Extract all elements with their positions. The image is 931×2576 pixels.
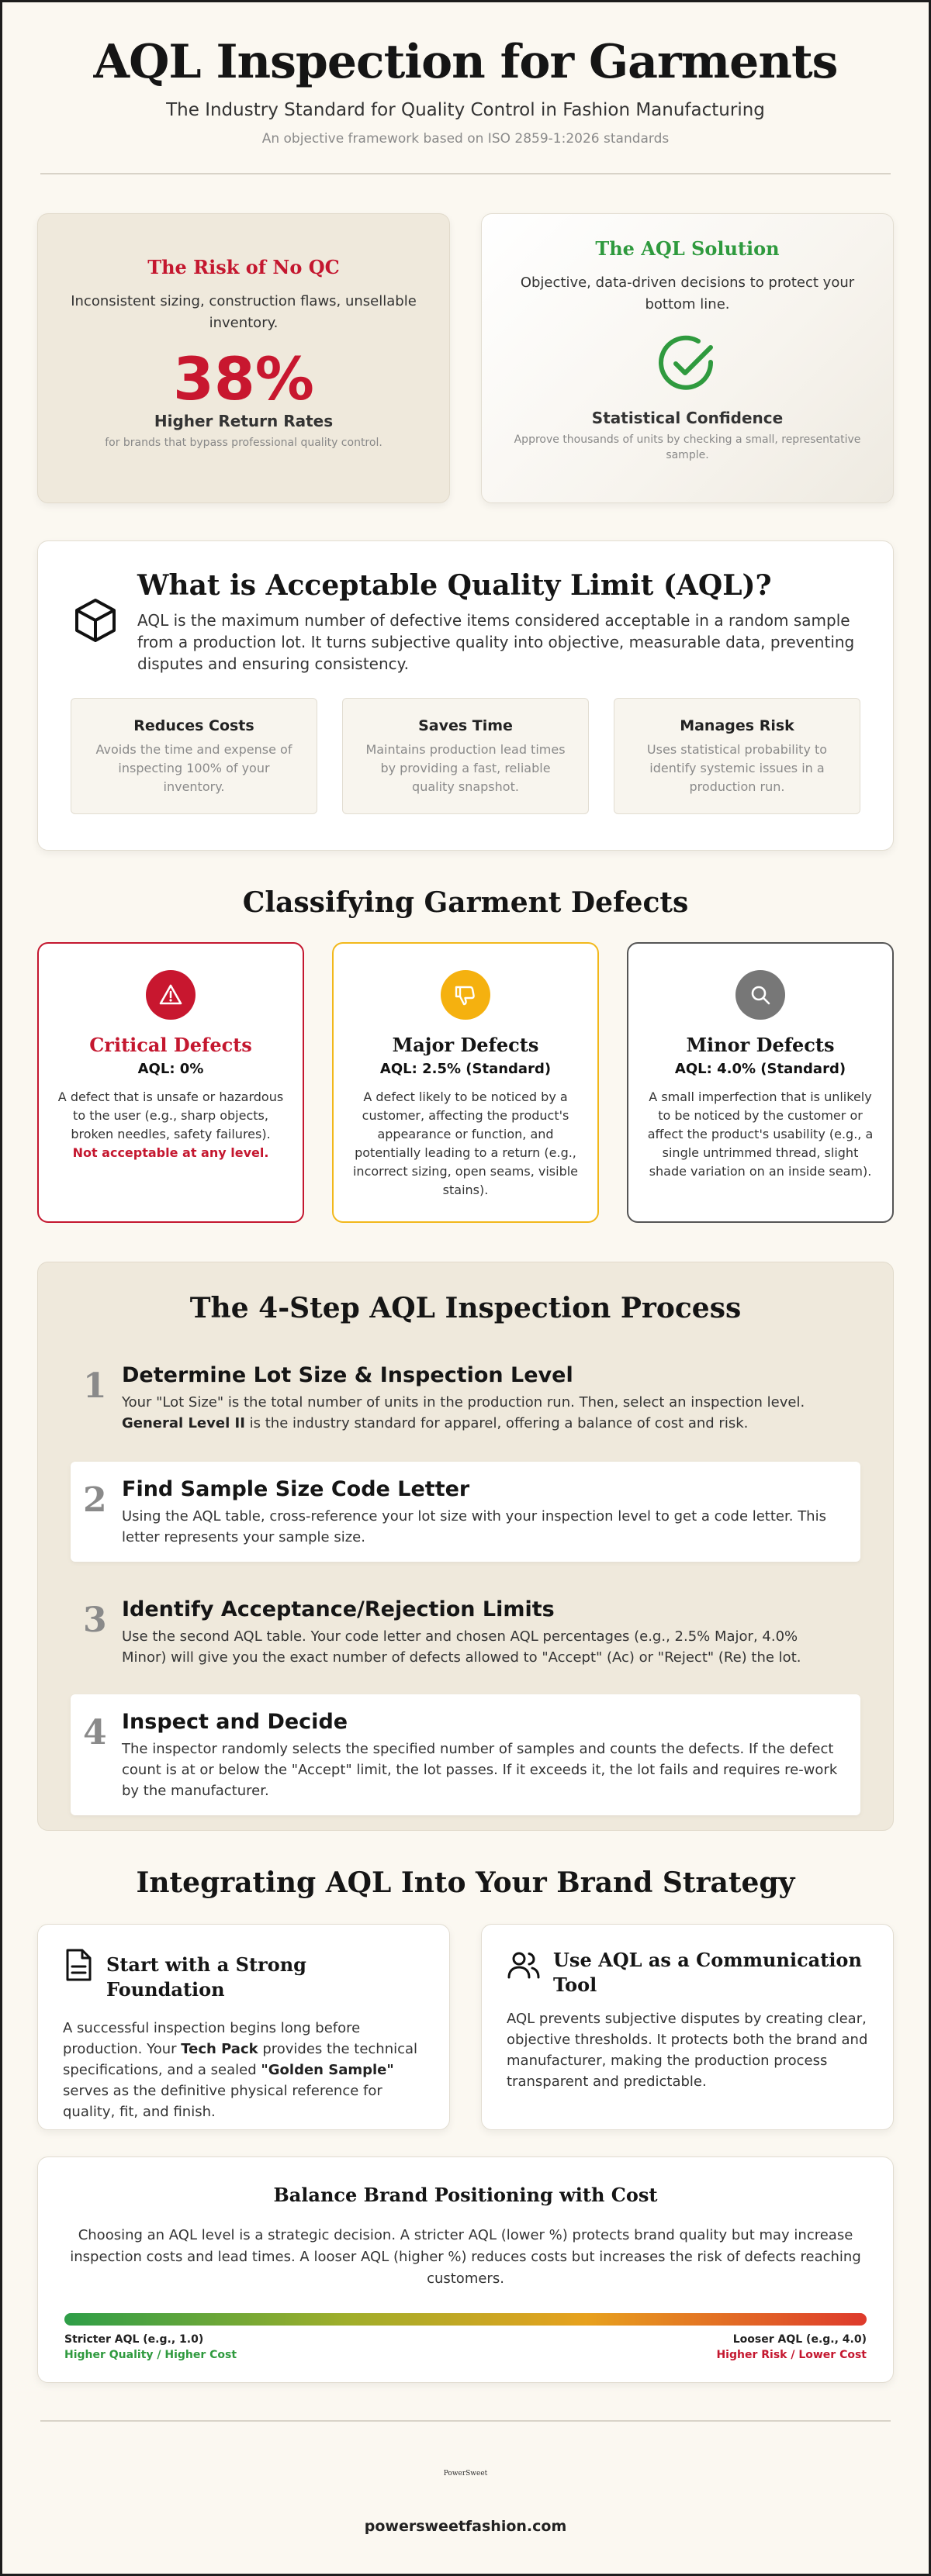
aql-spectrum-bar [64,2313,867,2326]
benefit-text: Avoids the time and expense of inspecting 100% of your inventory. [95,742,292,794]
step-text-part: is the industry standard for apparel, offering a balance of cost and risk. [244,1415,749,1431]
minor-title: Minor Defects [686,1034,835,1056]
step-text: Using the AQL table, cross-reference your lot size with your inspection level to get a code letter. This letter represents your sample size. [122,1508,826,1545]
step-number: 3 [83,1601,107,1640]
risk-card [37,213,450,503]
balance-card [37,2156,894,2383]
major-title: Major Defects [392,1034,539,1056]
what-is-aql-card [37,540,894,851]
step-text: The inspector randomly selects the specified number of samples and counts the defects. If the defect count is at or below the "Accept" limit, the lot passes. If it exceeds it, the lot fails and requires re-work by the manufacturer. [122,1741,838,1799]
process-step-1 [71,1348,860,1434]
what-description: AQL is the maximum number of defective items considered acceptable in a random sample from a production lot. It turns subjective quality into objective, measurable data, preventing disputes and ensuring consistency. [137,611,855,673]
benefit-text: Uses statistical probability to identify systemic issues in a production run. [646,742,828,794]
step-title: Identify Acceptance/Rejection Limits [122,1597,555,1621]
website-url: powersweetfashion.com [364,2518,567,2535]
step-title: Find Sample Size Code Letter [122,1477,470,1501]
looser-note: Higher Risk / Lower Cost [716,2349,867,2361]
stricter-note: Higher Quality / Higher Cost [64,2349,237,2361]
thumbs-down-icon [441,970,490,1020]
process-step-2 [71,1462,860,1562]
foundation-text [63,2018,424,2122]
communication-card [481,1924,894,2130]
foundation-title: Start with a Strong Foundation [106,1953,306,2001]
risk-text: Inconsistent sizing, construction flaws, unsellable inventory. [71,293,417,331]
communication-text: AQL prevents subjective disputes by creating clear, objective thresholds. It protects both the brand and manufacturer, making the production process transparent and predictable. [507,2011,868,2090]
looser-label: Looser AQL (e.g., 4.0) [732,2333,867,2346]
minor-aql: AQL: 4.0% (Standard) [674,1061,846,1077]
tech-pack-bold: Tech Pack [181,2041,258,2057]
minor-defects-card [627,942,894,1223]
foundation-text-part: A successful inspection begins long before production. Your [63,2020,361,2057]
confidence-label: Statistical Confidence [591,409,784,427]
standards-note: An objective framework based on ISO 2859-1:2026 standards [261,131,670,147]
confidence-note: Approve thousands of units by checking a small, representative sample. [514,433,861,461]
critical-title: Critical Defects [89,1034,252,1056]
step-text-part: Your "Lot Size" is the total number of units in the production run. Then, select an inspection level. [122,1394,805,1411]
critical-aql: AQL: 0% [137,1061,204,1077]
header [2,2,929,147]
users-icon [507,1948,541,1982]
alert-triangle-icon [146,970,196,1020]
communication-title: Use AQL as a Communication Tool [553,1949,862,1996]
foundation-text-part: serves as the definitive physical reference for quality, fit, and finish. [63,2083,382,2120]
benefit-title: Manages Risk [680,717,794,734]
cube-icon [71,596,120,645]
solution-card [481,213,894,503]
process-step-4 [71,1694,860,1815]
solution-text: Objective, data-driven decisions to protect your bottom line. [520,275,855,313]
strategy-section-title: Integrating AQL Into Your Brand Strategy [136,1866,795,1899]
foundation-card [37,1924,450,2130]
balance-title: Balance Brand Positioning with Cost [273,2184,658,2206]
foundation-text-part: provides the technical specifications, and a sealed [63,2041,418,2078]
major-defects-card [332,942,599,1223]
benefit-manages-risk [614,698,860,814]
major-description: A defect likely to be noticed by a customer, affecting the product's appearance or function, and potentially leading to a return (e.g., incorrect sizing, open seams, visible stains). [352,1089,579,1197]
defects-section-title: Classifying Garment Defects [242,886,689,919]
search-icon [735,970,785,1020]
critical-description [57,1088,284,1162]
benefit-title: Saves Time [418,717,513,734]
benefit-text: Maintains production lead times by providing a fast, reliable quality snapshot. [365,742,566,794]
major-aql: AQL: 2.5% (Standard) [379,1061,552,1077]
step-text: Use the second AQL table. Your code letter and chosen AQL percentages (e.g., 2.5% Major, 4.0% Minor) will give you the exact number of defects allowed to "Accept" (Ac) or "Reject" (Re) the lot. [122,1628,801,1666]
process-title: The 4-Step AQL Inspection Process [189,1292,742,1324]
critical-text: A defect that is unsafe or hazardous to the user (e.g., sharp objects, broken needles, safety failures). [57,1089,284,1141]
step-title: Determine Lot Size & Inspection Level [122,1363,573,1387]
return-rate-note: for brands that bypass professional quality control. [105,437,382,449]
defect-cards [37,942,894,1223]
brand-logo: PowerSweet [443,2470,488,2478]
process-section [37,1262,894,1831]
critical-warning: Not acceptable at any level. [72,1145,269,1160]
step-number: 1 [83,1366,107,1406]
step-text-bold: General Level II [122,1415,245,1431]
strategy-row [37,1924,894,2130]
balance-text: Choosing an AQL level is a strategic decision. A stricter AQL (lower %) protects brand quality but may increase inspection costs and lead times. A looser AQL (higher %) reduces costs but increases the risk of defects reaching customers. [70,2227,861,2287]
solution-title: The AQL Solution [595,237,780,260]
critical-defects-card [37,942,304,1223]
risk-solution-row [37,213,894,503]
header-divider [40,173,891,174]
step-title: Inspect and Decide [122,1710,348,1734]
benefit-reduces-costs [71,698,317,814]
return-rate-label: Higher Return Rates [154,412,334,430]
step-number: 2 [83,1480,107,1520]
step-number: 4 [83,1713,107,1752]
minor-description: A small imperfection that is unlikely to be noticed by the customer or affect the product's usability (e.g., a single untrimmed thread, slight shade variation on an inside seam). [647,1089,874,1179]
page-title: AQL Inspection for Garments [93,35,838,89]
risk-title: The Risk of No QC [147,256,340,278]
page-subtitle: The Industry Standard for Quality Control in Fashion Manufacturing [166,100,765,120]
document-icon [63,1948,94,1982]
check-circle-icon [656,333,718,395]
footer-divider [40,2420,891,2422]
golden-sample-bold: "Golden Sample" [261,2062,394,2078]
process-step-3 [71,1582,860,1668]
stricter-label: Stricter AQL (e.g., 1.0) [64,2333,204,2346]
what-title: What is Acceptable Quality Limit (AQL)? [137,569,772,602]
step-text [122,1392,842,1434]
benefit-title: Reduces Costs [133,717,254,734]
benefit-saves-time [342,698,589,814]
return-rate-stat: 38% [173,344,314,413]
benefit-list [71,698,860,814]
spectrum-labels [64,2333,867,2361]
